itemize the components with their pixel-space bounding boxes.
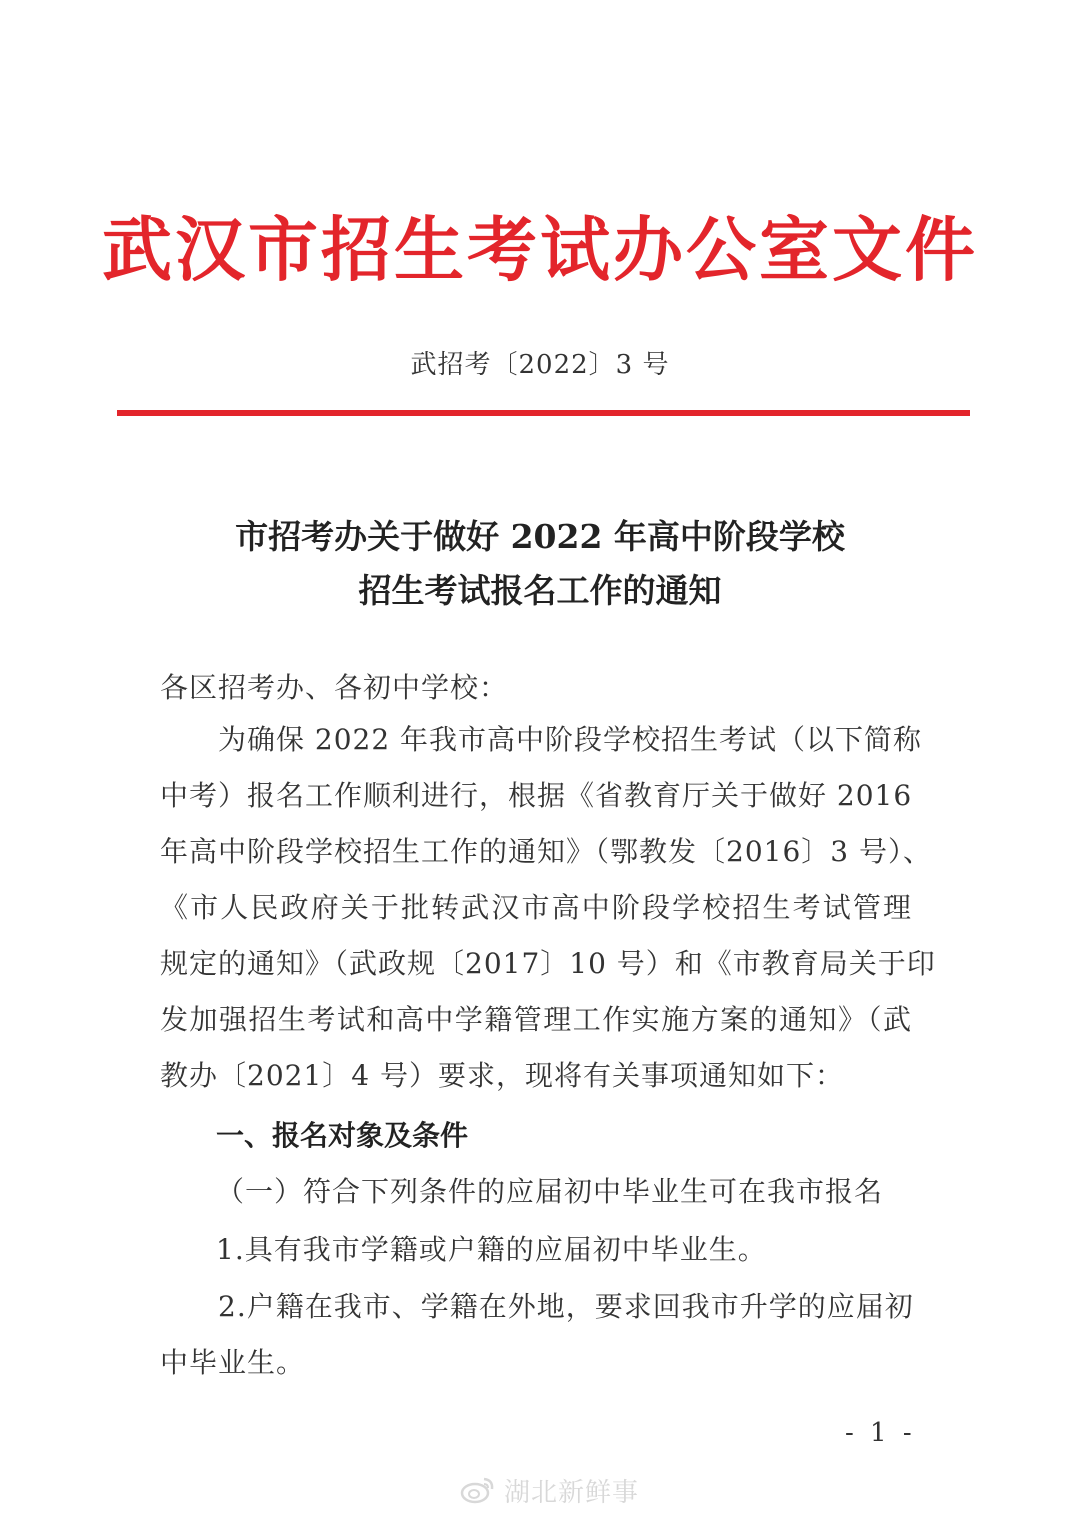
weibo-logo-icon bbox=[460, 1475, 496, 1505]
list-item-1: 1.具有我市学籍或户籍的应届初中毕业生。 bbox=[216, 1233, 767, 1266]
paragraph-intro bbox=[160, 712, 936, 1104]
watermark-text: 湖北新鲜事 bbox=[504, 1477, 640, 1508]
paragraph-line: 为确保 2022 年我市高中阶段学校招生考试（以下简称 bbox=[160, 723, 923, 756]
addressee: 各区招考办、各初中学校： bbox=[160, 671, 509, 704]
paragraph-line: 中考）报名工作顺利进行，根据《省教育厅关于做好 2016 bbox=[160, 779, 913, 812]
red-divider-line bbox=[117, 410, 970, 416]
subsection-heading-1: （一）符合下列条件的应届初中毕业生可在我市报名 bbox=[216, 1175, 884, 1208]
list-item-2 bbox=[160, 1279, 912, 1391]
paragraph-line: 年高中阶段学校招生工作的通知》（鄂教发〔2016〕3 号）、 bbox=[160, 835, 932, 868]
notice-title bbox=[0, 510, 1080, 618]
document-number: 武招考〔2022〕3 号 bbox=[410, 350, 670, 380]
list-item-2-line-2: 中毕业生。 bbox=[160, 1346, 306, 1379]
page-number: - 1 - bbox=[845, 1418, 916, 1448]
paragraph-line: 规定的通知》（武政规〔2017〕10 号）和《市教育局关于印 bbox=[160, 947, 936, 980]
notice-title-line-2: 招生考试报名工作的通知 bbox=[358, 571, 722, 610]
notice-title-line-1: 市招考办关于做好 2022 年高中阶段学校 bbox=[235, 517, 845, 556]
issuer-title: 武汉市招生考试办公室文件 bbox=[102, 208, 978, 291]
paragraph-line: 发加强招生考试和高中学籍管理工作实施方案的通知》（武 bbox=[160, 1003, 912, 1036]
section-heading-1: 一、报名对象及条件 bbox=[216, 1119, 469, 1152]
paragraph-line: 《市人民政府关于批转武汉市高中阶段学校招生考试管理 bbox=[160, 891, 912, 924]
list-item-2-line-1: 2.户籍在我市、学籍在外地，要求回我市升学的应届初 bbox=[160, 1290, 914, 1323]
paragraph-line: 教办〔2021〕4 号）要求，现将有关事项通知如下： bbox=[160, 1059, 844, 1092]
weibo-watermark bbox=[460, 1470, 639, 1510]
